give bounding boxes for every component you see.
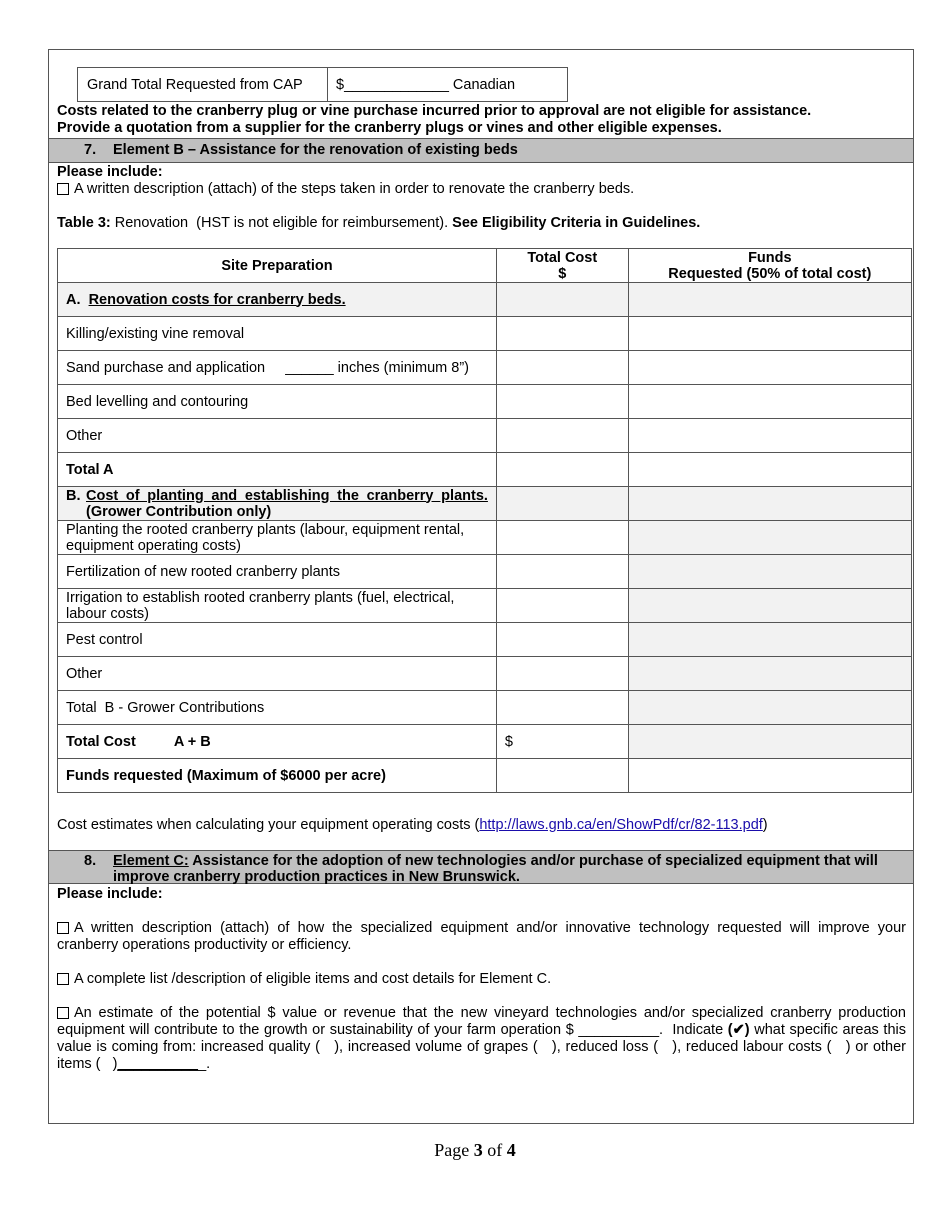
total-b-row [58, 691, 912, 725]
cell-funds[interactable] [628, 419, 911, 453]
page-total: 4 [506, 1140, 516, 1160]
cell-funds [628, 657, 911, 691]
total-b-label: Total B - Grower Contributions [58, 691, 497, 725]
header-total-cost: Total Cost $ [496, 249, 628, 283]
header-funds-requested: Funds Requested (50% of total cost) [628, 249, 911, 283]
row-label: Other [58, 657, 497, 691]
table-row [58, 317, 912, 351]
section-a-row [58, 283, 912, 317]
eligible-items-label: A complete list /description of eligible items and cost details for Element C. [74, 971, 552, 987]
section-7-title: Element B – Assistance for the renovation of existing beds [113, 142, 518, 158]
renovation-table [57, 248, 912, 793]
total-cost-label [58, 725, 497, 759]
cost-estimates-close: ) [762, 817, 768, 833]
revenue-estimate-text-a: An estimate of the potential $ value or revenue that the new vineyard technologies and/or specialized cranberry production equipment will contribute to the growth or sustainability of your farm operation $ __________. Indicate [57, 1005, 911, 1038]
table-row [58, 555, 912, 589]
cell-total-cost[interactable] [496, 385, 628, 419]
row-label: Bed levelling and contouring [58, 385, 497, 419]
section-a-prefix: A. [66, 291, 81, 308]
table-3-caption [57, 215, 700, 231]
cell-total-cost[interactable] [496, 691, 628, 725]
cell-total-cost[interactable]: $ [496, 725, 628, 759]
section-7-number: 7. [84, 142, 97, 158]
notes [57, 103, 811, 137]
section-b-sub: (Grower Contribution only) [86, 503, 272, 520]
section-b-prefix: B. [66, 487, 81, 504]
cell-total-cost[interactable] [496, 555, 628, 589]
table-row [58, 419, 912, 453]
cell-funds [628, 725, 911, 759]
cell-funds[interactable] [628, 759, 911, 793]
section-b-label: Cost of planting and establishing the cranberry plants. [86, 487, 488, 504]
table-row [58, 623, 912, 657]
section-8-item-2 [57, 971, 551, 987]
renovation-description-checkbox[interactable] [57, 183, 69, 195]
row-label: Planting the rooted cranberry plants (labour, equipment rental, equipment operating costs) [58, 521, 497, 555]
cell-funds [628, 521, 911, 555]
section-8-item-1 [57, 920, 906, 954]
funds-requested-row [58, 759, 912, 793]
cell-total-cost[interactable] [496, 521, 628, 555]
grand-total-field[interactable]: $_____________ Canadian [336, 77, 516, 93]
note-ineligible: Costs related to the cranberry plug or vine purchase incurred prior to approval are not eligible for assistance. [57, 103, 812, 119]
section-b-title [58, 487, 497, 521]
cell-funds[interactable] [628, 283, 911, 317]
table-header-row [58, 249, 912, 283]
other-items-blank[interactable]: __________ [117, 1056, 199, 1072]
section-8-title [113, 853, 908, 885]
technology-description-checkbox[interactable] [57, 922, 69, 934]
total-cost-row [58, 725, 912, 759]
section-8-number: 8. [84, 853, 97, 869]
cell-total-cost[interactable] [496, 283, 628, 317]
total-a-label: Total A [58, 453, 497, 487]
funds-requested-label: Funds requested (Maximum of $6000 per acre) [58, 759, 497, 793]
cell-total-cost[interactable] [496, 317, 628, 351]
row-label: Sand purchase and application ______ inches (minimum 8”) [58, 351, 497, 385]
section-8-text: Assistance for the adoption of new technologies and/or purchase of specialized equipment that will improve cranberry production practices in New Brunswick. [113, 853, 882, 885]
cell-funds[interactable] [628, 317, 911, 351]
cell-funds [628, 691, 911, 725]
revenue-estimate-end: _. [198, 1056, 211, 1072]
cell-total-cost[interactable] [496, 487, 628, 521]
of-word: of [482, 1140, 507, 1160]
section-7-checkbox-row [57, 181, 634, 197]
cell-total-cost[interactable] [496, 657, 628, 691]
cell-total-cost[interactable] [496, 623, 628, 657]
section-8-please-include: Please include: [57, 886, 163, 902]
header-site-preparation: Site Preparation [58, 249, 497, 283]
page-number: 3 [473, 1140, 483, 1160]
cell-total-cost[interactable] [496, 759, 628, 793]
row-label: Irrigation to establish rooted cranberry plants (fuel, electrical, labour costs) [58, 589, 497, 623]
cell-funds [628, 623, 911, 657]
row-label: Fertilization of new rooted cranberry plants [58, 555, 497, 589]
revenue-estimate-text-b: what specific areas this value is coming from: increased quality ( ), increased volume of grapes ( ), reduced loss ( ), reduced labour costs ( ) or other items ( ) [57, 1022, 911, 1072]
regulation-link[interactable]: http://laws.gnb.ca/en/ShowPdf/cr/82-113.pdf [479, 817, 763, 833]
table-row [58, 657, 912, 691]
section-b-row [58, 487, 912, 521]
table-3-label: Table 3: [57, 215, 111, 231]
eligible-items-checkbox[interactable] [57, 973, 69, 985]
table-row [58, 385, 912, 419]
cell-total-cost[interactable] [496, 351, 628, 385]
technology-description-label: A written description (attach) of how the specialized equipment and/or innovative technology requested will improve your cranberry operations productivity or efficiency. [57, 920, 906, 953]
cell-funds[interactable] [628, 487, 911, 521]
table-row [58, 589, 912, 623]
grand-total-box [77, 67, 568, 102]
total-cost-text: Total Cost [66, 733, 136, 750]
cost-estimates-line [57, 817, 768, 833]
cell-funds[interactable] [628, 453, 911, 487]
total-cost-formula: A + B [173, 733, 211, 750]
cell-funds [628, 555, 911, 589]
cell-total-cost[interactable] [496, 453, 628, 487]
cell-funds[interactable] [628, 385, 911, 419]
page-word: Page [434, 1140, 474, 1160]
cell-total-cost[interactable] [496, 589, 628, 623]
cell-funds [628, 589, 911, 623]
table-3-text: Renovation (HST is not eligible for reimbursement). [110, 215, 453, 231]
section-8-item-3 [57, 1005, 911, 1073]
renovation-description-label: A written description (attach) of the steps taken in order to renovate the cranberry beds. [74, 181, 635, 197]
table-3-eligibility: See Eligibility Criteria in Guidelines. [452, 215, 701, 231]
row-label: Pest control [58, 623, 497, 657]
check-mark-icon: (✔) [727, 1022, 750, 1038]
section-a-title [58, 283, 497, 317]
page-footer [0, 1140, 950, 1161]
grand-total-label: Grand Total Requested from CAP [78, 68, 328, 101]
table-row [58, 521, 912, 555]
cell-total-cost[interactable] [496, 419, 628, 453]
cost-estimates-text: Cost estimates when calculating your equipment operating costs ( [57, 817, 480, 833]
section-8-label: Element C: [113, 853, 189, 869]
section-7-please-include: Please include: [57, 164, 163, 180]
row-label: Killing/existing vine removal [58, 317, 497, 351]
revenue-estimate-checkbox[interactable] [57, 1007, 69, 1019]
cell-funds[interactable] [628, 351, 911, 385]
total-a-row [58, 453, 912, 487]
row-label: Other [58, 419, 497, 453]
section-8-header [49, 850, 913, 884]
section-a-label: Renovation costs for cranberry beds. [88, 291, 346, 308]
table-row [58, 351, 912, 385]
section-7-header [49, 138, 913, 163]
note-quotation: Provide a quotation from a supplier for the cranberry plugs or vines and other eligible expenses. [57, 120, 722, 136]
